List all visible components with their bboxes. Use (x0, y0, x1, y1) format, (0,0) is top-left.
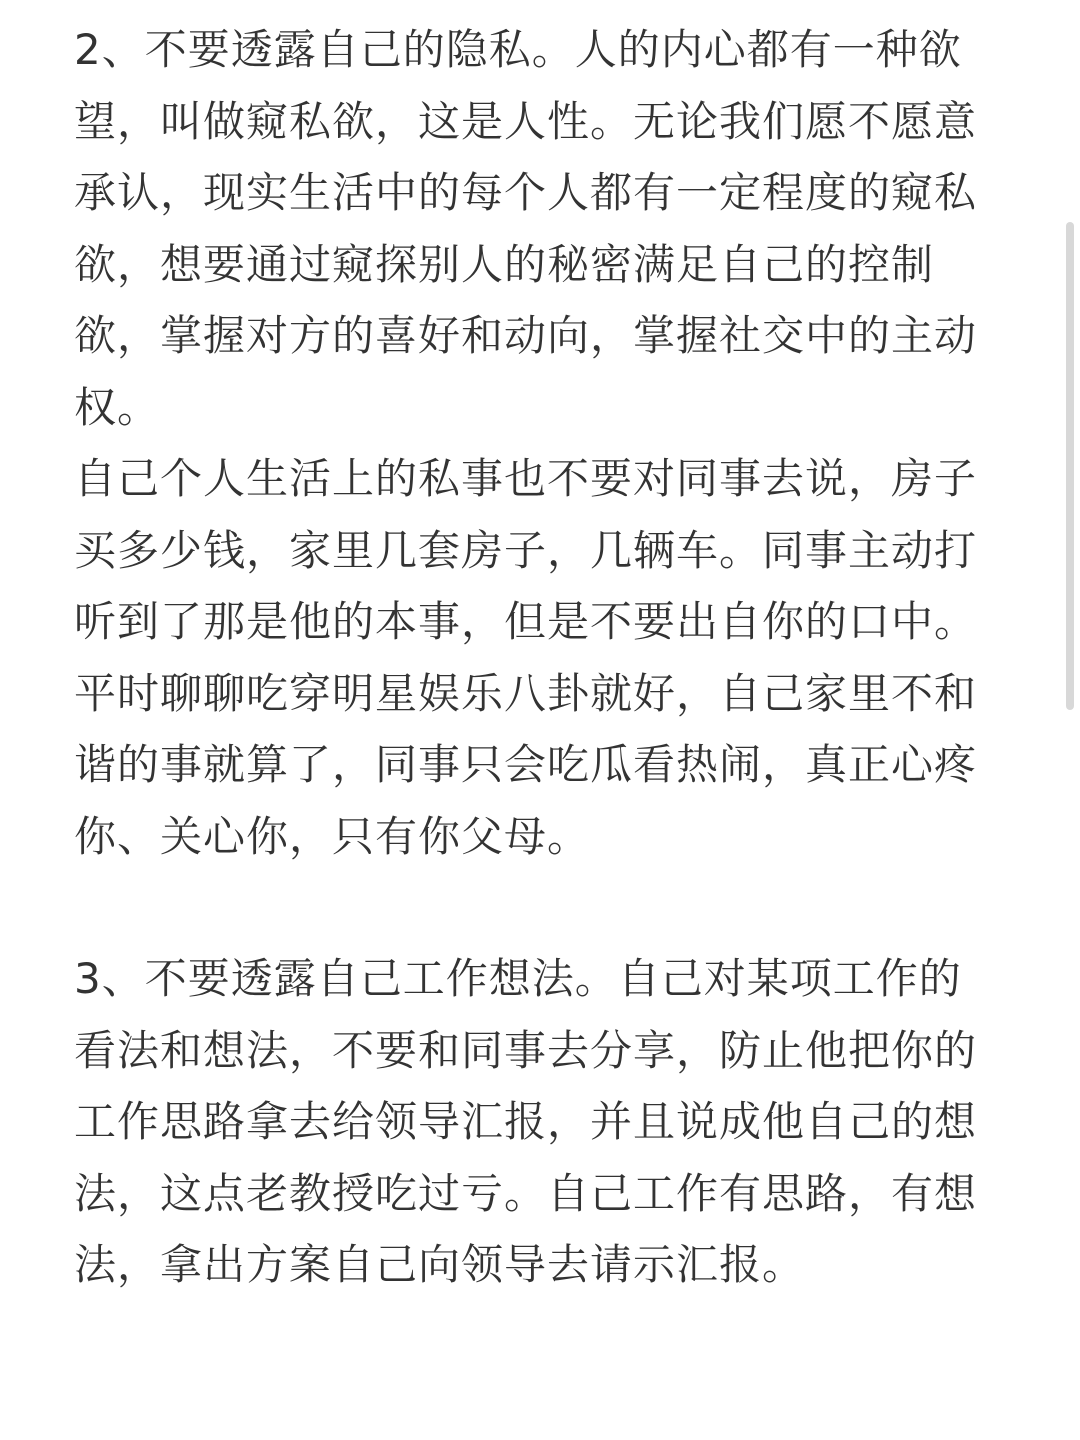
paragraph-work-ideas: 3、不要透露自己工作想法。自己对某项工作的看法和想法，不要和同事去分享，防止他把你的工作思路拿去给领导汇报，并且说成他自己的想法，这点老教授吃过亏。自己工作有思路，有想法，拿出方案自己向领导去请示汇报。 (74, 954, 978, 1289)
paragraph-small-talk: 平时聊聊吃穿明星娱乐八卦就好，自己家里不和谐的事就算了，同事只会吃瓜看热闹，真正心疼你、关心你，只有你父母。 (74, 668, 978, 861)
section-work-ideas (74, 943, 1000, 1301)
vertical-scrollbar[interactable] (1066, 222, 1074, 710)
paragraph-privacy-intro: 2、不要透露自己的隐私。人的内心都有一种欲望，叫做窥私欲，这是人性。无论我们愿不愿意承认，现实生活中的每个人都有一定程度的窥私欲，想要通过窥探别人的秘密满足自己的控制欲，掌握对方的喜好和动向，掌握社交中的主动权。 (74, 25, 978, 432)
paragraph-private-affairs: 自己个人生活上的私事也不要对同事去说，房子买多少钱，家里几套房子，几辆车。同事主动打听到了那是他的本事，但是不要出自你的口中。 (74, 454, 978, 646)
section-spacer (74, 872, 1000, 943)
section-privacy (74, 14, 1000, 872)
